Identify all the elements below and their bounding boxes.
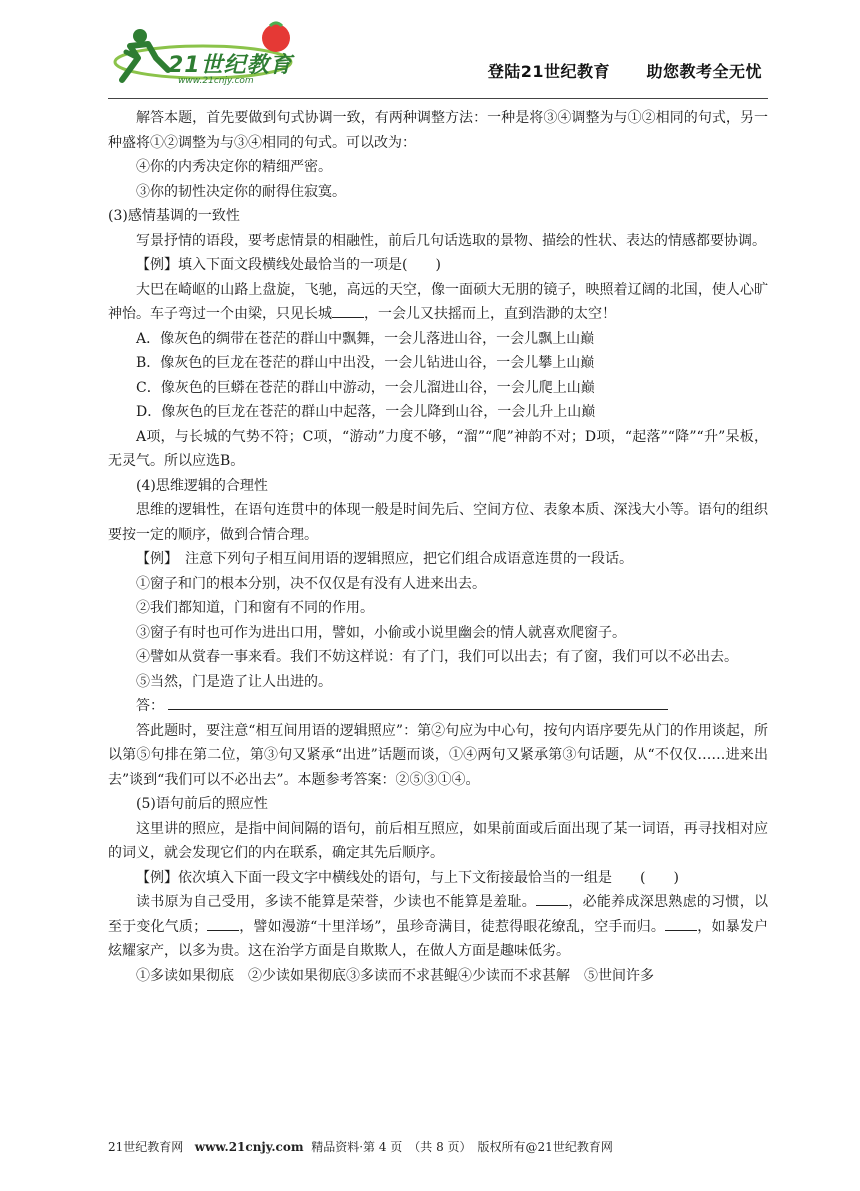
answer-label: 答： [136, 698, 164, 714]
header-rule [108, 98, 768, 99]
text-run: ，譬如漫游“十里洋场”，虽珍奇满目，徒惹得眼花缭乱，空手而归。 [239, 918, 666, 935]
option-a: A．像灰色的绸带在苍茫的群山中飘舞，一会儿落进山谷，一会儿飘上山巅 [136, 330, 595, 347]
logo [108, 18, 298, 98]
paragraph: 写景抒情的语段，要考虑情景的相融性，前后几句话选取的景物、描绘的性状、表达的情感都要协调。 [136, 232, 766, 249]
text-run: ，一会儿又扶摇而上，直到浩渺的太空！ [364, 306, 616, 322]
blank-line [536, 891, 568, 906]
text-run: ，如暴发户炫耀家产，以多为贵。这在治学方面是自欺欺人，在做人方面是趣味低劣。 [108, 918, 769, 959]
paragraph: 解答本题，首先要做到句式协调一致，有两种调整方法：一种是将③④调整为与①②相同的句式，另一种盛将①②调整为与③④相同的句式。可以改为： [108, 110, 768, 151]
slogan-right: 助您教考全无忧 [646, 62, 762, 81]
header-slogan [488, 59, 762, 82]
section-heading: (5)语句前后的照应性 [136, 796, 268, 812]
example-heading: 【例】填入下面文段横线处最恰当的一项是( ) [136, 257, 441, 273]
page-footer [108, 1138, 768, 1155]
paragraph: 思维的逻辑性，在语句连贯中的体现一般是时间先后、空间方位、表象本质、深浅大小等。语句的组织要按一定的顺序，做到合情合理。 [108, 502, 768, 543]
answer-blank [168, 695, 668, 710]
sentence-2: ②我们都知道，门和窗有不同的作用。 [136, 600, 374, 616]
blank-line [207, 916, 239, 931]
example-heading: 【例】 注意下列句子相互间用语的逻辑照应，把它们组合成语意连贯的一段话。 [136, 551, 633, 567]
sentence-1: ①窗子和门的根本分别，决不仅仅是有没有人进来出去。 [136, 575, 486, 592]
logo-url: www.21cnjy.com [178, 76, 254, 86]
page-header [108, 18, 768, 98]
section-heading: (4)思维逻辑的合理性 [136, 477, 268, 494]
paragraph: A项，与长城的气势不符；C项，“游动”力度不够，“溜”“爬”神韵不对；D项，“起落”“降”“升”呆板，无灵气。所以应选B。 [108, 428, 768, 469]
option-d: D．像灰色的巨龙在苍茫的群山中起落，一会儿降到山谷，一会儿升上山巅 [136, 404, 596, 420]
choice-list: ①多读如果彻底 ②少读如果彻底③多读而不求甚鲲④少读而不求甚解 ⑤世间许多 [136, 967, 654, 984]
sentence-5: ⑤当然，门是造了让人出进的。 [136, 673, 332, 690]
text-run: 大巴在崎岖的山路上盘旋，飞驰，高远的天空，像一面硕大无朋的镜子，映照着辽阔的北国，使人心旷神怡。车子弯过一个由梁，只见长城 [108, 281, 768, 322]
logo-text: 21世纪教育 [168, 53, 293, 78]
footer-url: www.21cnjy.com [194, 1140, 304, 1154]
option-b: B．像灰色的巨龙在苍茫的群山中出没，一会儿钻进山谷，一会儿攀上山巅 [136, 355, 595, 371]
paragraph: ③你的韧性决定你的耐得住寂寞。 [136, 183, 346, 200]
paragraph [108, 278, 768, 327]
example-heading: 【例】依次填入下面一段文字中横线处的语句，与上下文衔接最恰当的一组是 ( ) [136, 869, 679, 886]
paragraph [108, 890, 768, 964]
footer-page-info: 精品资料·第 4 页 （共 8 页） 版权所有@21世纪教育网 [311, 1140, 613, 1154]
document-body [108, 106, 768, 988]
section-heading: (3)感情基调的一致性 [108, 208, 240, 224]
slogan-left: 登陆21世纪教育 [487, 62, 611, 81]
paragraph: 答此题时，要注意“相互间用语的逻辑照应”：第②句应为中心句，按句内语序要先从门的作用谈起，所以第⑤句排在第二位，第③句又紧承“出进”话题而谈，①④两句又紧承第③句话题，从“不仅仅……进来出去”谈到“我们可以不必出去”。本题参考答案：②⑤③①④。 [108, 722, 768, 788]
text-run: ，必能养成深思熟虑的习惯，以至于变化气质； [108, 894, 768, 935]
sentence-4: ④譬如从赏春一事来看。我们不妨这样说：有了门，我们可以出去；有了窗，我们可以不必出去。 [136, 649, 738, 665]
blank-line [665, 916, 697, 931]
paragraph: ④你的内秀决定你的精细严密。 [136, 159, 332, 175]
answer-line [108, 694, 768, 719]
text-run: 读书原为自己受用，多读不能算是荣誉，少读也不能算是羞耻。 [136, 894, 536, 910]
blank-line [332, 303, 364, 318]
footer-site: 21世纪教育网 [108, 1140, 184, 1154]
paragraph: 这里讲的照应，是指中间间隔的语句，前后相互照应，如果前面或后面出现了某一词语，再寻找相对应的词义，就会发现它们的内在联系，确定其先后顺序。 [108, 820, 768, 861]
option-c: C．像灰色的巨蟒在苍茫的群山中游动，一会儿溜进山谷，一会儿爬上山巅 [136, 379, 595, 396]
sentence-3: ③窗子有时也可作为进出口用，譬如，小偷或小说里幽会的情人就喜欢爬窗子。 [136, 624, 626, 641]
